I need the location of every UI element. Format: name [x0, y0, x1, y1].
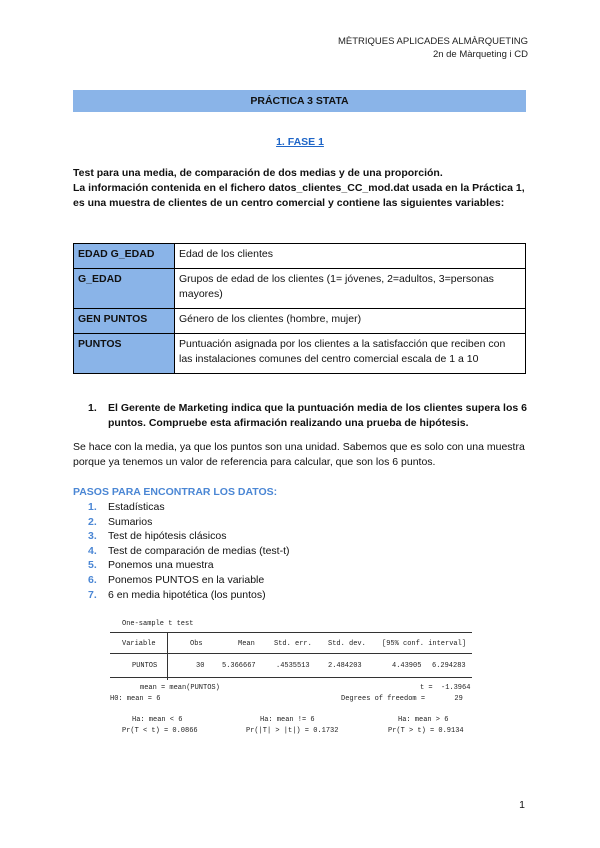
stata-row-stderr: .4535513	[276, 662, 310, 670]
list-item	[88, 544, 290, 559]
stata-ha-lower: Ha: mean < 6	[132, 716, 183, 724]
variable-description: Puntuación asignada por los clientes a la satisfacción que reciben con las instalaciones comunes del centro comercial escala de 1 a 10	[175, 334, 526, 374]
list-item	[88, 500, 290, 515]
stata-mean-label: mean = mean(PUNTOS)	[140, 684, 220, 692]
step-number: 3.	[88, 530, 97, 543]
stata-row-ci-high: 6.294283	[432, 662, 466, 670]
variables-table	[73, 243, 526, 374]
stata-p-lower: Pr(T < t) = 0.0866	[122, 727, 198, 735]
variable-description: Género de los clientes (hombre, mujer)	[175, 309, 526, 334]
intro-text	[73, 166, 528, 211]
page-number: 1	[519, 799, 525, 811]
stata-header-mean: Mean	[238, 640, 255, 648]
stata-header-stderr: Std. err.	[274, 640, 312, 648]
stata-column-divider	[167, 632, 168, 680]
step-text: 6 en media hipotética (los puntos)	[108, 588, 266, 601]
steps-list	[88, 500, 290, 602]
step-text: Sumarios	[108, 515, 153, 528]
step-number: 4.	[88, 544, 97, 557]
stata-p-two-sided: Pr(|T| > |t|) = 0.1732	[246, 727, 339, 735]
answer-text: Se hace con la media, ya que los puntos son una unidad. Sabemos que es solo con una muestra porque ya tenemos un valor de referencia para calcular, que son los 6 puntos.	[73, 441, 525, 468]
stata-row-obs: 30	[196, 662, 205, 670]
question-text: El Gerente de Marketing indica que la puntuación media de los clientes supera los 6 puntos. Compruebe esta afirmación realizando una prueba de hipótesis.	[108, 402, 527, 429]
stata-row-variable: PUNTOS	[132, 662, 158, 670]
variable-description: Edad de los clientes	[175, 244, 526, 269]
stata-title: One-sample t test	[122, 620, 194, 628]
step-text: Ponemos PUNTOS en la variable	[108, 573, 265, 586]
stata-ha-two-sided: Ha: mean != 6	[260, 716, 315, 724]
step-number: 7.	[88, 588, 97, 601]
list-item	[88, 529, 290, 544]
stata-rule-bottom	[110, 677, 472, 678]
stata-p-upper: Pr(T > t) = 0.9134	[388, 727, 464, 735]
stata-row-ci-low: 4.43905	[392, 662, 422, 670]
document-title-bar	[73, 90, 526, 112]
question-item	[88, 401, 528, 431]
step-text: Estadísticas	[108, 501, 165, 513]
step-number: 1.	[88, 501, 97, 513]
stata-header-stddev: Std. dev.	[328, 640, 366, 648]
stata-row-mean: 5.366667	[222, 662, 256, 670]
steps-heading: PASOS PARA ENCONTRAR LOS DATOS:	[73, 486, 278, 498]
table-row	[74, 334, 526, 374]
document-title: PRÁCTICA 3 STATA	[250, 95, 349, 107]
list-item	[88, 573, 290, 588]
stata-output	[110, 620, 472, 738]
question-number: 1.	[88, 402, 97, 414]
table-row	[74, 244, 526, 269]
step-text: Test de comparación de medias (test-t)	[108, 544, 290, 557]
stata-rule-top	[110, 632, 472, 633]
intro-line-1: Test para una media, de comparación de dos medias y de una proporción.	[73, 167, 443, 179]
step-text: Test de hipótesis clásicos	[108, 530, 227, 543]
variable-name: PUNTOS	[74, 334, 175, 374]
list-item	[88, 515, 290, 530]
stata-t-statistic: t = -1.3964	[420, 684, 471, 692]
stata-row-stddev: 2.484203	[328, 662, 362, 670]
variable-name: G_EDAD	[74, 269, 175, 309]
list-item	[88, 558, 290, 573]
table-row	[74, 269, 526, 309]
step-number: 6.	[88, 573, 97, 586]
stata-rule-mid	[110, 653, 472, 654]
stata-header-obs: Obs	[190, 640, 203, 648]
stata-ha-upper: Ha: mean > 6	[398, 716, 449, 724]
stata-null-hypothesis: H0: mean = 6	[110, 695, 161, 703]
step-number: 2.	[88, 515, 97, 528]
step-text: Ponemos una muestra	[108, 559, 214, 572]
section-heading: 1. FASE 1	[276, 136, 324, 148]
step-number: 5.	[88, 559, 97, 572]
page-header	[338, 35, 528, 61]
header-course: MÈTRIQUES APLICADES ALMÀRQUETING	[337, 36, 528, 47]
stata-header-variable: Variable	[122, 640, 156, 648]
variable-name: GEN PUNTOS	[74, 309, 175, 334]
intro-line-2: La información contenida en el fichero datos_clientes_CC_mod.dat usada en la Práctica 1, es una muestra de clientes de un centro comercial y contiene las siguientes variables:	[73, 182, 525, 209]
header-degree: 2n de Màrqueting i CD	[432, 49, 528, 60]
variable-name: EDAD G_EDAD	[74, 244, 175, 269]
list-item	[88, 588, 290, 603]
variable-description: Grupos de edad de los clientes (1= jóvenes, 2=adultos, 3=personas mayores)	[175, 269, 526, 309]
table-row	[74, 309, 526, 334]
stata-header-ci: [95% conf. interval]	[382, 640, 467, 648]
stata-degrees-freedom: Degrees of freedom = 29	[341, 695, 463, 703]
